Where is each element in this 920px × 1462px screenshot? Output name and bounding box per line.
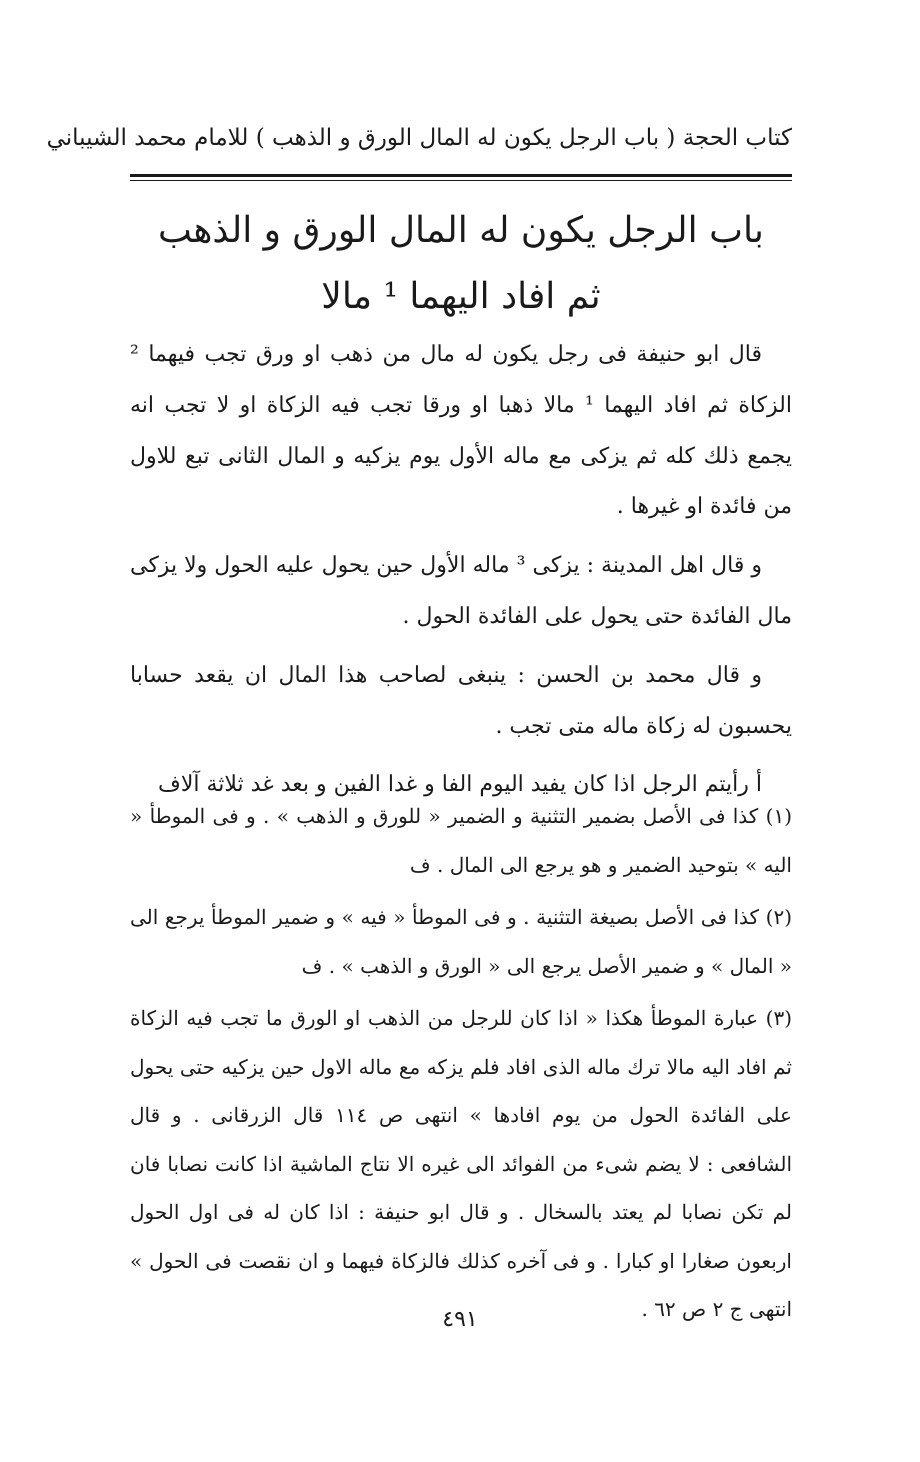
footnote-2: (٢) كذا فى الأصل بصيغة التثنية . و فى الموطأ « فيه » و ضمير الموطأ يرجع الى « المال » و ضمير الأصل يرجع الى « الورق و الذهب » . ف [130,905,792,978]
footnotes [130,792,792,1338]
page-number: ٤٩١ [442,1307,478,1332]
chapter-title-line-2: ثم افاد اليهما ¹ مالا [321,276,601,317]
paragraph-4: أ رأيتم الرجل اذا كان يفيد اليوم الفا و غدا الفين و بعد غد ثلاثة آلاف [158,772,762,798]
paragraph-3: و قال محمد بن الحسن : ينبغى لصاحب هذا المال ان يقعد حسابا يحسبون له زكاة ماله متى تجب . [130,662,792,739]
footnote-3: (٣) عبارة الموطأ هكذا « اذا كان للرجل من الذهب او الورق ما تجب فيه الزكاة ثم افاد اليه مالا ترك ماله الذى افاد فلم يزكه مع ماله الاول حين يزكيه حتى يحول على الفائدة الحول من يوم افادها » انتهى ص ١١٤ قال الزرقانى . و قال الشافعى : لا يضم شىء من الفوائد الى غيره الا نتاج الماشية اذا كانت نصابا فان لم تكن نصابا لم يعتد بالسخال . و قال ابو حنيفة : اذا كان له فى اول الحول اربعون صغارا او كبارا . و فى آخره كذلك فالزكاة فيهما و ان نقصت فى الحول » انتهى ج ٢ ص ٦٢ . [130,1006,792,1321]
paragraph-1: قال ابو حنيفة فى رجل يكون له مال من ذهب او ورق تجب فيهما ² الزكاة ثم افاد اليهما ¹ مالا ذهبا او ورقا تجب فيه الزكاة او لا تجب انه يجمع ذلك كله ثم يزكى مع ماله الأول يوم يزكيه و المال الثانى تبع للاول من فائدة او غيرها . [130,342,792,520]
main-text [130,330,792,819]
header-rule-thin [130,180,792,181]
chapter-title-line-1: باب الرجل يكون له المال الورق و الذهب [158,210,764,251]
running-header: كتاب الحجة ( باب الرجل يكون له المال الورق و الذهب ) للامام محمد الشيباني [46,125,792,151]
paragraph-2: و قال اهل المدينة : يزكى ³ ماله الأول حين يحول عليه الحول ولا يزكى مال الفائدة حتى يحول على الفائدة الحول . [130,553,792,629]
footnote-1: (١) كذا فى الأصل بضمير التثنية و الضمير « للورق و الذهب » . و فى الموطأ « اليه » بتوحيد الضمير و هو يرجع الى المال . ف [130,804,792,877]
header-rule-thick [130,174,792,177]
chapter-title [130,198,792,330]
